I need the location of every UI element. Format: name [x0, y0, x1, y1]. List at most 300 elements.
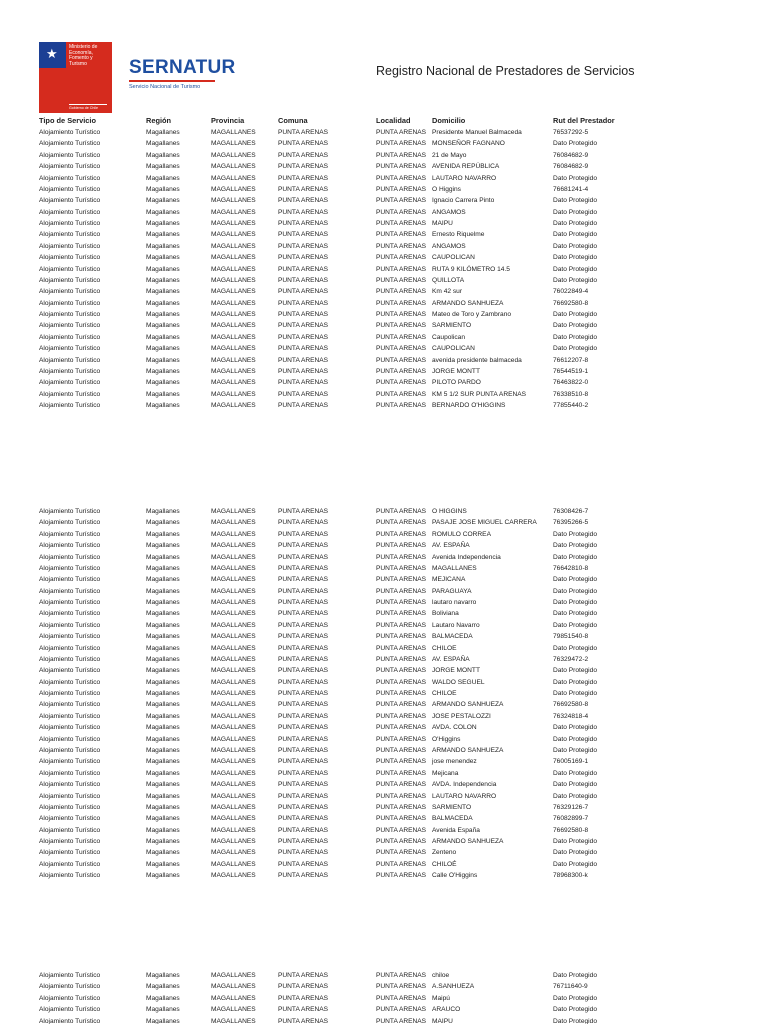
cell-localidad: PUNTA ARENAS — [376, 644, 427, 652]
cell-rut: 76329126-7 — [553, 803, 589, 811]
cell-tipo: Alojamiento Turístico — [39, 769, 101, 777]
cell-provincia: MAGALLANES — [211, 311, 256, 319]
cell-region: Magallanes — [146, 508, 180, 515]
cell-rut: Dato Protegido — [553, 667, 597, 675]
cell-localidad: PUNTA ARENAS — [376, 254, 427, 262]
cell-comuna: PUNTA ARENAS — [278, 356, 329, 364]
cell-region: Magallanes — [146, 815, 180, 823]
cell-provincia: MAGALLANES — [211, 345, 256, 353]
cell-comuna: PUNTA ARENAS — [278, 379, 329, 387]
cell-domicilio: RUTA 9 KILÓMETRO 14.5 — [432, 265, 510, 273]
cell-provincia: MAGALLANES — [211, 667, 256, 675]
cell-rut: Dato Protegido — [553, 333, 597, 341]
cell-domicilio: MEJICANA — [432, 576, 466, 584]
cell-tipo: Alojamiento Turístico — [39, 345, 101, 353]
cell-comuna: PUNTA ARENAS — [278, 276, 329, 284]
table-row — [0, 813, 768, 824]
cell-rut: Dato Protegido — [553, 174, 597, 182]
table-row — [0, 1004, 768, 1015]
table-row — [0, 332, 768, 343]
table-row — [0, 677, 768, 688]
cell-comuna: PUNTA ARENAS — [278, 390, 329, 398]
cell-tipo: Alojamiento Turístico — [39, 849, 101, 857]
cell-rut: Dato Protegido — [553, 690, 597, 698]
cell-tipo: Alojamiento Turístico — [39, 220, 101, 228]
table-row — [0, 608, 768, 619]
cell-localidad: PUNTA ARENAS — [376, 758, 427, 766]
cell-provincia: MAGALLANES — [211, 633, 256, 641]
cell-comuna: PUNTA ARENAS — [278, 803, 329, 811]
cell-provincia: MAGALLANES — [211, 542, 256, 550]
table-row — [0, 377, 768, 388]
cell-provincia: MAGALLANES — [211, 983, 256, 991]
cell-domicilio: AVDA. Independencia — [432, 781, 497, 789]
cell-localidad: PUNTA ARENAS — [376, 678, 427, 686]
cell-tipo: Alojamiento Turístico — [39, 972, 101, 979]
cell-tipo: Alojamiento Turístico — [39, 564, 101, 572]
cell-comuna: PUNTA ARENAS — [278, 299, 329, 307]
cell-tipo: Alojamiento Turístico — [39, 860, 101, 868]
cell-provincia: MAGALLANES — [211, 265, 256, 273]
cell-tipo: Alojamiento Turístico — [39, 333, 101, 341]
cell-rut: Dato Protegido — [553, 345, 597, 353]
cell-tipo: Alojamiento Turístico — [39, 701, 101, 709]
cell-rut: Dato Protegido — [553, 576, 597, 584]
cell-domicilio: AVENIDA REPÚBLICA — [432, 163, 500, 171]
cell-comuna: PUNTA ARENAS — [278, 781, 329, 789]
cell-comuna: PUNTA ARENAS — [278, 530, 329, 538]
cell-region: Magallanes — [146, 311, 180, 319]
cell-localidad: PUNTA ARENAS — [376, 667, 427, 675]
cell-comuna: PUNTA ARENAS — [278, 220, 329, 228]
cell-region: Magallanes — [146, 826, 180, 834]
cell-provincia: MAGALLANES — [211, 994, 256, 1002]
sernatur-logo — [129, 58, 236, 90]
cell-localidad: PUNTA ARENAS — [376, 972, 427, 979]
cell-localidad: PUNTA ARENAS — [376, 826, 427, 834]
cell-localidad: PUNTA ARENAS — [376, 333, 427, 341]
cell-rut: Dato Protegido — [553, 644, 597, 652]
cell-region: Magallanes — [146, 519, 180, 527]
cell-localidad: PUNTA ARENAS — [376, 564, 427, 572]
table-row — [0, 734, 768, 745]
cell-comuna: PUNTA ARENAS — [278, 746, 329, 754]
table-row — [0, 597, 768, 608]
cell-region: Magallanes — [146, 254, 180, 262]
cell-localidad: PUNTA ARENAS — [376, 860, 427, 868]
table-row — [0, 563, 768, 574]
cell-provincia: MAGALLANES — [211, 276, 256, 284]
cell-rut: Dato Protegido — [553, 197, 597, 205]
cell-localidad: PUNTA ARENAS — [376, 587, 427, 595]
cell-comuna: PUNTA ARENAS — [278, 849, 329, 857]
cell-domicilio: PASAJE JOSE MIGUEL CARRERA — [432, 519, 537, 527]
cell-tipo: Alojamiento Turístico — [39, 276, 101, 284]
cell-tipo: Alojamiento Turístico — [39, 1017, 101, 1024]
cell-provincia: MAGALLANES — [211, 758, 256, 766]
cell-domicilio: Km 42 sur — [432, 288, 463, 296]
cell-rut: Dato Protegido — [553, 265, 597, 273]
table-row — [0, 127, 768, 138]
cell-provincia: MAGALLANES — [211, 140, 256, 148]
table-row — [0, 688, 768, 699]
cell-tipo: Alojamiento Turístico — [39, 872, 101, 880]
brand-underline — [129, 80, 215, 82]
cell-localidad: PUNTA ARENAS — [376, 519, 427, 527]
cell-domicilio: Calle O'Higgins — [432, 872, 478, 880]
cell-tipo: Alojamiento Turístico — [39, 208, 101, 216]
table-row — [0, 870, 768, 881]
cell-domicilio: MONSEÑOR FAGNANO — [432, 140, 505, 148]
cell-tipo: Alojamiento Turístico — [39, 231, 101, 239]
cell-region: Magallanes — [146, 576, 180, 584]
cell-comuna: PUNTA ARENAS — [278, 815, 329, 823]
cell-region: Magallanes — [146, 667, 180, 675]
cell-rut: Dato Protegido — [553, 994, 597, 1002]
cell-tipo: Alojamiento Turístico — [39, 781, 101, 789]
cell-localidad: PUNTA ARENAS — [376, 746, 427, 754]
cell-region: Magallanes — [146, 322, 180, 330]
cell-tipo: Alojamiento Turístico — [39, 599, 101, 607]
cell-tipo: Alojamiento Turístico — [39, 185, 101, 193]
cell-region: Magallanes — [146, 644, 180, 652]
brand-subtitle: Servicio Nacional de Turismo — [129, 84, 201, 90]
cell-region: Magallanes — [146, 151, 180, 159]
cell-comuna: PUNTA ARENAS — [278, 345, 329, 353]
cell-domicilio: Avenida España — [432, 826, 480, 834]
cell-tipo: Alojamiento Turístico — [39, 129, 101, 136]
cell-region: Magallanes — [146, 197, 180, 205]
cell-provincia: MAGALLANES — [211, 815, 256, 823]
cell-localidad: PUNTA ARENAS — [376, 724, 427, 732]
cell-rut: 79851540-8 — [553, 633, 589, 641]
cell-tipo: Alojamiento Turístico — [39, 299, 101, 307]
cell-rut: Dato Protegido — [553, 972, 597, 979]
cell-rut: Dato Protegido — [553, 849, 597, 857]
cell-domicilio: CAUPOLICAN — [432, 345, 475, 353]
cell-domicilio: PILOTO PARDO — [432, 379, 481, 387]
cell-domicilio: JORGE MONTT — [432, 367, 480, 375]
cell-domicilio: ARMANDO SANHUEZA — [432, 701, 504, 709]
cell-rut: 76084682-9 — [553, 151, 589, 159]
cell-rut: 76692580-8 — [553, 299, 589, 307]
table-row — [0, 529, 768, 540]
table-row — [0, 993, 768, 1004]
cell-region: Magallanes — [146, 379, 180, 387]
table-row — [0, 309, 768, 320]
cell-region: Magallanes — [146, 299, 180, 307]
cell-region: Magallanes — [146, 288, 180, 296]
cell-comuna: PUNTA ARENAS — [278, 860, 329, 868]
table-row — [0, 366, 768, 377]
table-row — [0, 756, 768, 767]
cell-region: Magallanes — [146, 530, 180, 538]
cell-tipo: Alojamiento Turístico — [39, 322, 101, 330]
table-row — [0, 207, 768, 218]
cell-tipo: Alojamiento Turístico — [39, 758, 101, 766]
cell-provincia: MAGALLANES — [211, 735, 256, 743]
cell-domicilio: ANGAMOS — [432, 242, 466, 250]
cell-provincia: MAGALLANES — [211, 610, 256, 618]
cell-localidad: PUNTA ARENAS — [376, 542, 427, 550]
table-row — [0, 320, 768, 331]
cell-region: Magallanes — [146, 231, 180, 239]
cell-tipo: Alojamiento Turístico — [39, 379, 101, 387]
cell-domicilio: LAUTARO NAVARRO — [432, 792, 497, 800]
cell-comuna: PUNTA ARENAS — [278, 633, 329, 641]
cell-localidad: PUNTA ARENAS — [376, 197, 427, 205]
cell-region: Magallanes — [146, 872, 180, 880]
cell-localidad: PUNTA ARENAS — [376, 379, 427, 387]
cell-rut: Dato Protegido — [553, 746, 597, 754]
cell-region: Magallanes — [146, 860, 180, 868]
cell-region: Magallanes — [146, 621, 180, 629]
cell-domicilio: BERNARDO O'HIGGINS — [432, 402, 506, 410]
table-row — [0, 722, 768, 733]
cell-region: Magallanes — [146, 610, 180, 618]
cell-rut: 76005169-1 — [553, 758, 589, 766]
cell-localidad: PUNTA ARENAS — [376, 803, 427, 811]
cell-region: Magallanes — [146, 265, 180, 273]
cell-provincia: MAGALLANES — [211, 826, 256, 834]
cell-domicilio: MAIPU — [432, 220, 453, 228]
cell-region: Magallanes — [146, 792, 180, 800]
cell-localidad: PUNTA ARENAS — [376, 322, 427, 330]
cell-provincia: MAGALLANES — [211, 163, 256, 171]
cell-domicilio: SARMIENTO — [432, 803, 472, 811]
cell-domicilio: 21 de Mayo — [432, 151, 467, 159]
cell-region: Magallanes — [146, 712, 180, 720]
gobierno-de-chile-logo — [39, 42, 112, 113]
gobierno-label: Gobierno de Chile — [69, 104, 107, 110]
cell-region: Magallanes — [146, 972, 180, 979]
cell-domicilio: PARAGUAYA — [432, 587, 472, 595]
cell-provincia: MAGALLANES — [211, 644, 256, 652]
column-header-rut: Rut del Prestador — [553, 116, 615, 125]
cell-tipo: Alojamiento Turístico — [39, 530, 101, 538]
cell-comuna: PUNTA ARENAS — [278, 690, 329, 698]
cell-comuna: PUNTA ARENAS — [278, 599, 329, 607]
table-row — [0, 825, 768, 836]
cell-domicilio: ARMANDO SANHUEZA — [432, 838, 504, 846]
cell-rut: 76338510-8 — [553, 390, 589, 398]
cell-provincia: MAGALLANES — [211, 712, 256, 720]
cell-provincia: MAGALLANES — [211, 599, 256, 607]
cell-rut: 76463822-0 — [553, 379, 589, 387]
cell-comuna: PUNTA ARENAS — [278, 151, 329, 159]
cell-tipo: Alojamiento Turístico — [39, 838, 101, 846]
cell-provincia: MAGALLANES — [211, 333, 256, 341]
cell-comuna: PUNTA ARENAS — [278, 163, 329, 171]
cell-localidad: PUNTA ARENAS — [376, 838, 427, 846]
cell-comuna: PUNTA ARENAS — [278, 564, 329, 572]
cell-tipo: Alojamiento Turístico — [39, 690, 101, 698]
table-row — [0, 631, 768, 642]
cell-rut: Dato Protegido — [553, 781, 597, 789]
cell-rut: Dato Protegido — [553, 599, 597, 607]
cell-rut: 76612207-8 — [553, 356, 589, 364]
cell-domicilio: Ernesto Riquelme — [432, 231, 485, 239]
cell-region: Magallanes — [146, 655, 180, 663]
cell-provincia: MAGALLANES — [211, 690, 256, 698]
cell-tipo: Alojamiento Turístico — [39, 792, 101, 800]
cell-provincia: MAGALLANES — [211, 678, 256, 686]
cell-provincia: MAGALLANES — [211, 356, 256, 364]
cell-domicilio: Lautaro Navarro — [432, 621, 480, 629]
table-row — [0, 517, 768, 528]
table-row — [0, 150, 768, 161]
table-row — [0, 389, 768, 400]
cell-localidad: PUNTA ARENAS — [376, 701, 427, 709]
cell-localidad: PUNTA ARENAS — [376, 208, 427, 216]
cell-comuna: PUNTA ARENAS — [278, 621, 329, 629]
table-row — [0, 286, 768, 297]
table-row — [0, 218, 768, 229]
cell-localidad: PUNTA ARENAS — [376, 530, 427, 538]
cell-region: Magallanes — [146, 163, 180, 171]
cell-provincia: MAGALLANES — [211, 174, 256, 182]
cell-comuna: PUNTA ARENAS — [278, 1006, 329, 1014]
cell-localidad: PUNTA ARENAS — [376, 356, 427, 364]
table-row — [0, 195, 768, 206]
cell-provincia: MAGALLANES — [211, 655, 256, 663]
cell-tipo: Alojamiento Turístico — [39, 1006, 101, 1014]
cell-region: Magallanes — [146, 390, 180, 398]
cell-comuna: PUNTA ARENAS — [278, 129, 329, 136]
cell-domicilio: ARMANDO SANHUEZA — [432, 746, 504, 754]
cell-localidad: PUNTA ARENAS — [376, 220, 427, 228]
cell-localidad: PUNTA ARENAS — [376, 690, 427, 698]
cell-rut: Dato Protegido — [553, 769, 597, 777]
cell-region: Magallanes — [146, 803, 180, 811]
cell-comuna: PUNTA ARENAS — [278, 644, 329, 652]
cell-tipo: Alojamiento Turístico — [39, 587, 101, 595]
cell-localidad: PUNTA ARENAS — [376, 242, 427, 250]
cell-tipo: Alojamiento Turístico — [39, 644, 101, 652]
cell-region: Magallanes — [146, 242, 180, 250]
cell-rut: 76711640-9 — [553, 983, 588, 991]
cell-tipo: Alojamiento Turístico — [39, 803, 101, 811]
cell-region: Magallanes — [146, 333, 180, 341]
cell-provincia: MAGALLANES — [211, 197, 256, 205]
cell-domicilio: O Higgins — [432, 185, 461, 193]
cell-rut: Dato Protegido — [553, 322, 597, 330]
cell-comuna: PUNTA ARENAS — [278, 826, 329, 834]
cell-localidad: PUNTA ARENAS — [376, 994, 427, 1002]
cell-provincia: MAGALLANES — [211, 288, 256, 296]
table-row — [0, 241, 768, 252]
cell-comuna: PUNTA ARENAS — [278, 333, 329, 341]
brand-name: SERNATUR — [129, 57, 236, 78]
cell-comuna: PUNTA ARENAS — [278, 140, 329, 148]
cell-tipo: Alojamiento Turístico — [39, 508, 101, 515]
cell-rut: Dato Protegido — [553, 208, 597, 216]
column-header-provincia: Provincia — [211, 116, 245, 125]
cell-rut: Dato Protegido — [553, 1006, 597, 1014]
table-row — [0, 540, 768, 551]
cell-comuna: PUNTA ARENAS — [278, 758, 329, 766]
cell-comuna: PUNTA ARENAS — [278, 519, 329, 527]
cell-domicilio: chiloe — [432, 972, 450, 979]
cell-region: Magallanes — [146, 735, 180, 743]
cell-region: Magallanes — [146, 678, 180, 686]
cell-tipo: Alojamiento Turístico — [39, 724, 101, 732]
cell-localidad: PUNTA ARENAS — [376, 265, 427, 273]
cell-tipo: Alojamiento Turístico — [39, 621, 101, 629]
cell-tipo: Alojamiento Turístico — [39, 402, 101, 410]
cell-rut: 78968300-k — [553, 872, 588, 880]
table-row — [0, 654, 768, 665]
cell-localidad: PUNTA ARENAS — [376, 1006, 427, 1014]
cell-provincia: MAGALLANES — [211, 1006, 256, 1014]
table-row — [0, 847, 768, 858]
cell-tipo: Alojamiento Turístico — [39, 140, 101, 148]
cell-tipo: Alojamiento Turístico — [39, 519, 101, 527]
cell-comuna: PUNTA ARENAS — [278, 174, 329, 182]
cell-localidad: PUNTA ARENAS — [376, 345, 427, 353]
cell-rut: Dato Protegido — [553, 231, 597, 239]
cell-tipo: Alojamiento Turístico — [39, 265, 101, 273]
cell-comuna: PUNTA ARENAS — [278, 208, 329, 216]
cell-provincia: MAGALLANES — [211, 553, 256, 561]
cell-provincia: MAGALLANES — [211, 390, 256, 398]
cell-comuna: PUNTA ARENAS — [278, 311, 329, 319]
cell-region: Magallanes — [146, 994, 180, 1002]
table-row — [0, 298, 768, 309]
cell-localidad: PUNTA ARENAS — [376, 367, 427, 375]
cell-rut: Dato Protegido — [553, 140, 597, 148]
cell-tipo: Alojamiento Turístico — [39, 983, 101, 991]
cell-region: Magallanes — [146, 849, 180, 857]
cell-rut: Dato Protegido — [553, 621, 597, 629]
cell-rut: 76082899-7 — [553, 815, 589, 823]
cell-domicilio: Zenteno — [432, 849, 457, 857]
table-row — [0, 586, 768, 597]
column-header-domicilio: Domicilio — [432, 116, 466, 125]
cell-rut: 76537292-5 — [553, 129, 589, 136]
cell-domicilio: ROMULO CORREA — [432, 530, 491, 538]
cell-domicilio: ARAUCO — [432, 1006, 461, 1014]
cell-comuna: PUNTA ARENAS — [278, 587, 329, 595]
cell-rut: Dato Protegido — [553, 724, 597, 732]
cell-comuna: PUNTA ARENAS — [278, 367, 329, 375]
cell-domicilio: JORGE MONTT — [432, 667, 480, 675]
table-row — [0, 620, 768, 631]
cell-domicilio: MAGALLANES — [432, 564, 477, 572]
cell-domicilio: ANGAMOS — [432, 208, 466, 216]
cell-rut: 76692580-8 — [553, 701, 589, 709]
cell-provincia: MAGALLANES — [211, 322, 256, 330]
cell-comuna: PUNTA ARENAS — [278, 667, 329, 675]
cell-region: Magallanes — [146, 781, 180, 789]
cell-region: Magallanes — [146, 220, 180, 228]
cell-domicilio: KM 5 1/2 SUR PUNTA ARENAS — [432, 390, 527, 398]
cell-rut: Dato Protegido — [553, 254, 597, 262]
cell-comuna: PUNTA ARENAS — [278, 655, 329, 663]
cell-comuna: PUNTA ARENAS — [278, 254, 329, 262]
cell-localidad: PUNTA ARENAS — [376, 872, 427, 880]
cell-tipo: Alojamiento Turístico — [39, 288, 101, 296]
cell-rut: Dato Protegido — [553, 610, 597, 618]
cell-localidad: PUNTA ARENAS — [376, 599, 427, 607]
cell-comuna: PUNTA ARENAS — [278, 508, 329, 515]
cell-rut: Dato Protegido — [553, 838, 597, 846]
cell-tipo: Alojamiento Turístico — [39, 633, 101, 641]
cell-tipo: Alojamiento Turístico — [39, 994, 101, 1002]
cell-domicilio: QUILLOTA — [432, 276, 465, 284]
cell-comuna: PUNTA ARENAS — [278, 402, 329, 410]
cell-provincia: MAGALLANES — [211, 803, 256, 811]
